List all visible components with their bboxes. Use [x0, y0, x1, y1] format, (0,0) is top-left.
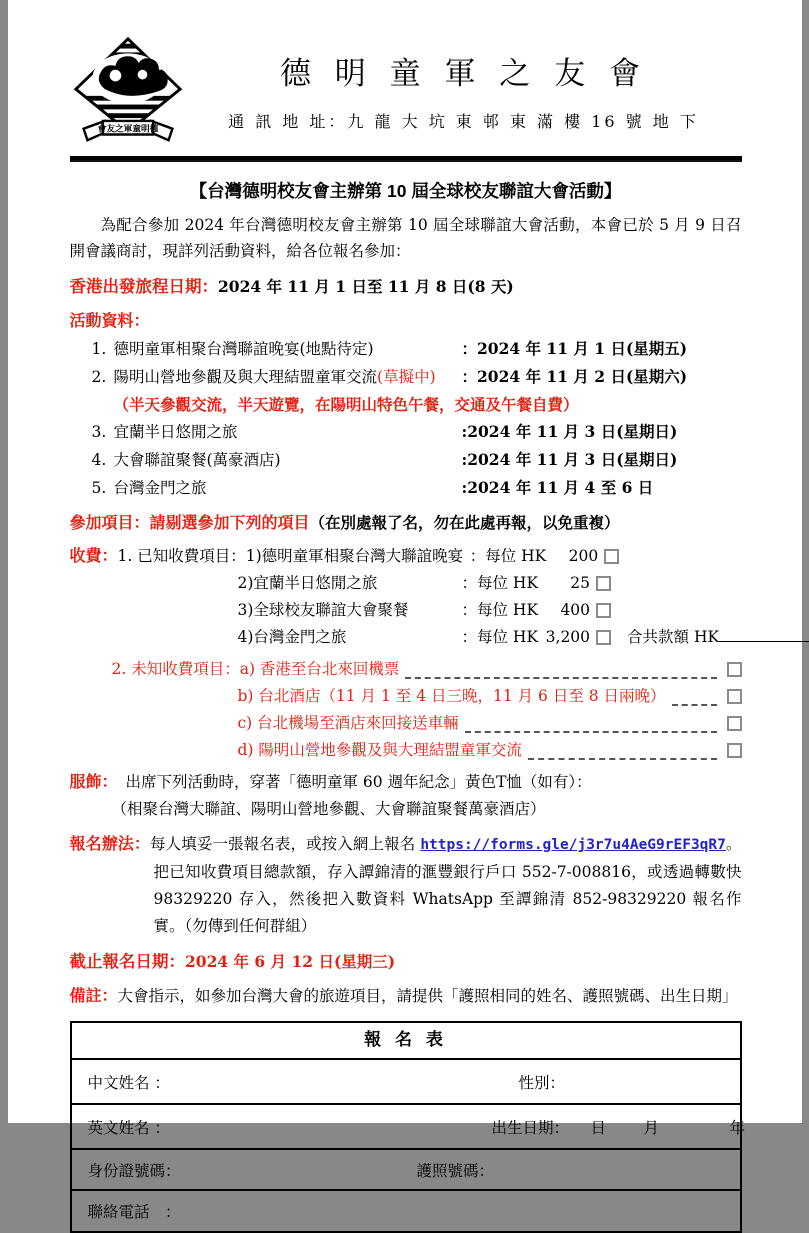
fee-checkbox[interactable] — [604, 549, 619, 564]
activity-name: 陽明山營地參觀及與大理結盟童軍交流 — [113, 368, 378, 386]
registration-form-table — [70, 1021, 746, 1233]
activity-date: ：2024 年 11 月 1 日(星期五) — [461, 339, 688, 358]
activity-row — [70, 335, 742, 363]
id-number-field[interactable] — [202, 1160, 402, 1180]
unknown-fee-name: b) 台北酒店（11 月 1 至 4 日三晚，11 月 6 日至 8 日兩晚） — [237, 687, 666, 705]
fee-checkbox[interactable] — [727, 662, 742, 677]
org-name: 德 明 童 軍 之 友 會 — [279, 56, 648, 92]
registration-text-before: 每人填妥一張報名表，或按入網上報名 — [150, 835, 421, 853]
departure-date-row — [70, 273, 742, 301]
id-number-label: 身份證號碼： — [87, 1161, 181, 1180]
dob-day-label: 日 — [590, 1118, 607, 1137]
fee-unit-label: ：每位 HK — [461, 601, 539, 619]
header-divider-rule — [70, 156, 742, 162]
dotted-leader — [672, 704, 717, 706]
fee-row — [70, 624, 742, 651]
fee-checkbox[interactable] — [727, 743, 742, 758]
chinese-name-field[interactable] — [192, 1072, 440, 1092]
participation-note: （在別處報了名，勿在此處再報，以免重複） — [309, 513, 620, 532]
deadline-value: 2024 年 6 月 12 日(星期三) — [185, 952, 396, 971]
unknown-fee-row — [70, 656, 742, 683]
fee-amount: 3,200 — [545, 628, 591, 646]
activity-date: ：2024 年 11 月 2 日(星期六) — [461, 367, 688, 386]
org-address: 通 訊 地 址：九 龍 大 坑 東 邨 東 滿 樓 16 號 地 下 — [228, 112, 699, 131]
activity-num: 3. — [91, 423, 107, 441]
fee-item-name: 1)德明童軍相聚台灣大聯誼晚宴 — [245, 547, 464, 565]
total-amount-label: 合共款額 HK — [627, 628, 720, 646]
activity-name: 台灣金門之旅 — [113, 479, 207, 497]
gender-label: 性別： — [518, 1073, 566, 1092]
participation-row — [70, 509, 742, 537]
passport-field[interactable] — [512, 1160, 724, 1180]
fee-unit-label: ：每位 HK — [461, 628, 539, 646]
form-title: 報 名 表 — [364, 1030, 447, 1050]
unknown-fee-name: a) 香港至台北來回機票 — [239, 660, 400, 678]
remarks-label: 備註： — [69, 988, 118, 1005]
departure-label: 香港出發旅程日期： — [69, 278, 218, 296]
registration-form-link[interactable]: https://forms.gle/j3r7u4AeG9rEF3qR7 — [420, 837, 726, 853]
logo-ribbon-text: 會友之軍童明德 — [97, 124, 158, 135]
fee-amount: 400 — [560, 601, 591, 619]
dotted-leader — [405, 677, 716, 679]
chinese-name-label: 中文姓名 ： — [87, 1073, 170, 1092]
english-name-label: 英文姓名 ： — [87, 1118, 170, 1137]
departure-value: 2024 年 11 月 1 日至 11 月 8 日(8 天) — [218, 277, 514, 296]
activity-row — [70, 446, 742, 474]
fee-row — [70, 570, 742, 597]
fee-checkbox[interactable] — [596, 603, 611, 618]
fee-row — [70, 543, 742, 570]
form-row-engname-dob — [72, 1103, 746, 1148]
activity-row — [70, 418, 742, 446]
fee-item-name: 4)台灣金門之旅 — [237, 628, 347, 646]
document-page — [8, 0, 802, 1221]
form-row-phone — [72, 1189, 740, 1231]
deadline-label: 截止報名日期： — [69, 953, 185, 971]
fee-checkbox[interactable] — [596, 630, 611, 645]
activity-date: :2024 年 11 月 3 日(星期日) — [461, 450, 678, 469]
activity-name: 德明童軍相聚台灣聯誼晚宴(地點待定) — [113, 340, 374, 358]
activities-heading: 活動資料： — [69, 313, 150, 330]
unknown-fees-label: 2. 未知收費項目： — [111, 660, 240, 678]
registration-text-after: 。把已知收費項目總款額，存入譚錦清的滙豐銀行戶口 552-7-008816，或透過轉數快 98329220 存入，然後把入數資料 WhatsApp 至譚錦清 852-98329220 報名作實。（勿傳到任何群組） — [153, 835, 742, 935]
fee-checkbox[interactable] — [727, 689, 742, 704]
dotted-leader — [465, 731, 717, 733]
fees-label: 收費： — [69, 548, 118, 565]
phone-field[interactable] — [202, 1201, 724, 1221]
activity-name-red: (草擬中) — [377, 368, 436, 386]
gender-field[interactable] — [582, 1072, 724, 1092]
registration-paragraph — [70, 831, 742, 940]
activity-num: 2. — [91, 368, 107, 386]
unknown-fee-row — [70, 683, 742, 710]
fee-amount: 200 — [568, 547, 599, 565]
intro-paragraph: 為配合參加 2024 年台灣德明校友會主辦第 10 屆全球聯誼大會活動，本會已於 5 月 9 日召開會議商討，現詳列活動資料，給各位報名參加： — [69, 216, 742, 260]
dob-month-label: 月 — [643, 1118, 660, 1137]
deadline-row — [70, 948, 742, 976]
activity-row — [70, 474, 742, 502]
unknown-fees-section — [70, 656, 742, 764]
unknown-fee-name: c) 台北機場至酒店來回接送車輛 — [237, 714, 459, 732]
form-row-name-gender — [72, 1058, 740, 1103]
attire-line1: 出席下列活動時，穿著「德明童軍 60 週年紀念」黃色T恤（如有）： — [125, 773, 592, 791]
unknown-fee-row — [70, 737, 742, 764]
total-amount-field[interactable] — [719, 628, 809, 642]
fee-unit-label: ：每位 HK — [461, 574, 539, 592]
fee-unit-label: ：每位 HK — [469, 547, 547, 565]
passport-label: 護照號碼： — [416, 1161, 495, 1180]
dob-year-label: 年 — [729, 1118, 746, 1137]
activity-name: 大會聯誼聚餐(萬豪酒店) — [113, 451, 281, 469]
attire-section — [70, 769, 742, 823]
scout-logo-icon — [70, 36, 186, 148]
activity-num: 5. — [91, 479, 107, 497]
dob-label: 出生日期： — [491, 1118, 570, 1137]
activity-date: :2024 年 11 月 3 日(星期日) — [461, 422, 678, 441]
participation-label: 參加項目：請剔選參加下列的項目 — [69, 515, 310, 532]
activity-num: 1. — [91, 340, 107, 358]
fee-item-name: 2)宜蘭半日悠閒之旅 — [237, 574, 378, 592]
activity-date: :2024 年 11 月 4 至 6 日 — [461, 478, 654, 497]
attire-label: 服飾： — [69, 774, 118, 791]
scout-logo — [70, 36, 186, 148]
header — [70, 36, 742, 148]
activity-row — [70, 363, 742, 391]
fee-amount: 25 — [570, 574, 591, 592]
unknown-fee-row — [70, 710, 742, 737]
unknown-fee-name: d) 陽明山營地參觀及與大理結盟童軍交流 — [237, 741, 522, 759]
header-text — [186, 36, 742, 132]
activity-name: 宜蘭半日悠閒之旅 — [113, 423, 238, 441]
dotted-leader — [528, 758, 717, 760]
phone-label: 聯絡電話 ： — [87, 1203, 181, 1221]
activity-note: （半天參觀交流，半天遊覽，在陽明山特色午餐，交通及午餐自費） — [113, 395, 579, 414]
remarks-row — [70, 983, 742, 1010]
fee-checkbox[interactable] — [596, 576, 611, 591]
registration-label: 報名辦法： — [69, 836, 151, 853]
known-fees-section — [70, 543, 742, 651]
english-name-field[interactable] — [192, 1117, 440, 1137]
form-row-id-passport — [72, 1148, 740, 1189]
activity-num: 4. — [91, 451, 107, 469]
fee-checkbox[interactable] — [727, 716, 742, 731]
fee-row — [70, 597, 742, 624]
attire-line2: （相聚台灣大聯誼、陽明山營地參觀、大會聯誼聚餐萬豪酒店） — [111, 800, 546, 818]
fee-item-name: 3)全球校友聯誼大會聚餐 — [237, 601, 409, 619]
known-fees-label: 1. 已知收費項目： — [117, 547, 246, 565]
doc-title: 【台灣德明校友會主辦第 10 屆全球校友聯誼大會活動】 — [189, 181, 622, 201]
remarks-text: 大會指示，如參加台灣大會的旅遊項目，請提供「護照相同的姓名、護照號碼、出生日期」 — [117, 987, 738, 1005]
